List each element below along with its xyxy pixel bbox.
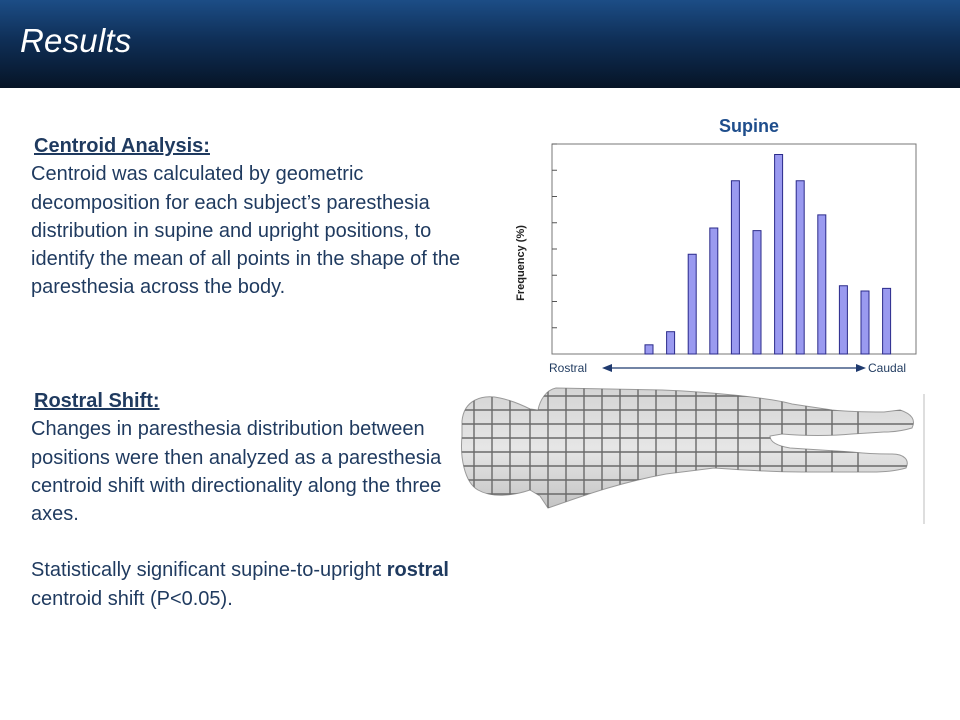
histogram-bar xyxy=(775,155,783,355)
histogram-bar xyxy=(818,215,826,354)
histogram-bar xyxy=(839,286,847,354)
histogram-bar xyxy=(753,231,761,354)
histogram-bar xyxy=(667,332,675,354)
histogram-bar xyxy=(710,228,718,354)
histogram-bar xyxy=(731,181,739,354)
rostral-heading: Rostral Shift: xyxy=(34,390,160,412)
significance-prefix: Statistically significant supine-to-upright xyxy=(31,559,387,582)
centroid-text: Centroid was calculated by geometric decomposition for each subject’s paresthesia distribution in supine and upright positions, to identify the mean of all points in the shape of the paresthesia across the body. xyxy=(31,163,461,299)
supine-histogram xyxy=(452,108,924,376)
title-bar xyxy=(0,0,960,88)
x-axis-right-label: Caudal xyxy=(868,361,907,375)
histogram-bar xyxy=(796,181,804,354)
y-axis-label: Frequency (%) xyxy=(515,225,527,301)
significance-bold: rostral xyxy=(386,559,449,582)
centroid-heading: Centroid Analysis: xyxy=(34,135,210,157)
chart-title: Supine xyxy=(718,116,780,136)
y-ticks xyxy=(552,144,557,328)
histogram-bar xyxy=(883,288,891,354)
direction-arrow xyxy=(602,364,866,372)
rostral-text: Changes in paresthesia distribution between positions were then analyzed as a paresthesia centroid shift with directionality along the three axes. xyxy=(31,418,442,526)
histogram-bar xyxy=(645,345,653,354)
bars xyxy=(645,155,891,355)
body-diagram xyxy=(452,376,928,526)
histogram-bar xyxy=(688,254,696,354)
significance-text xyxy=(31,556,471,613)
rostral-section xyxy=(31,387,471,613)
x-axis-left-label: Rostral xyxy=(549,361,588,375)
histogram-bar xyxy=(861,291,869,354)
significance-suffix: centroid shift (P<0.05). xyxy=(31,587,233,610)
centroid-section xyxy=(31,132,471,302)
slide-title: Results xyxy=(20,22,132,59)
